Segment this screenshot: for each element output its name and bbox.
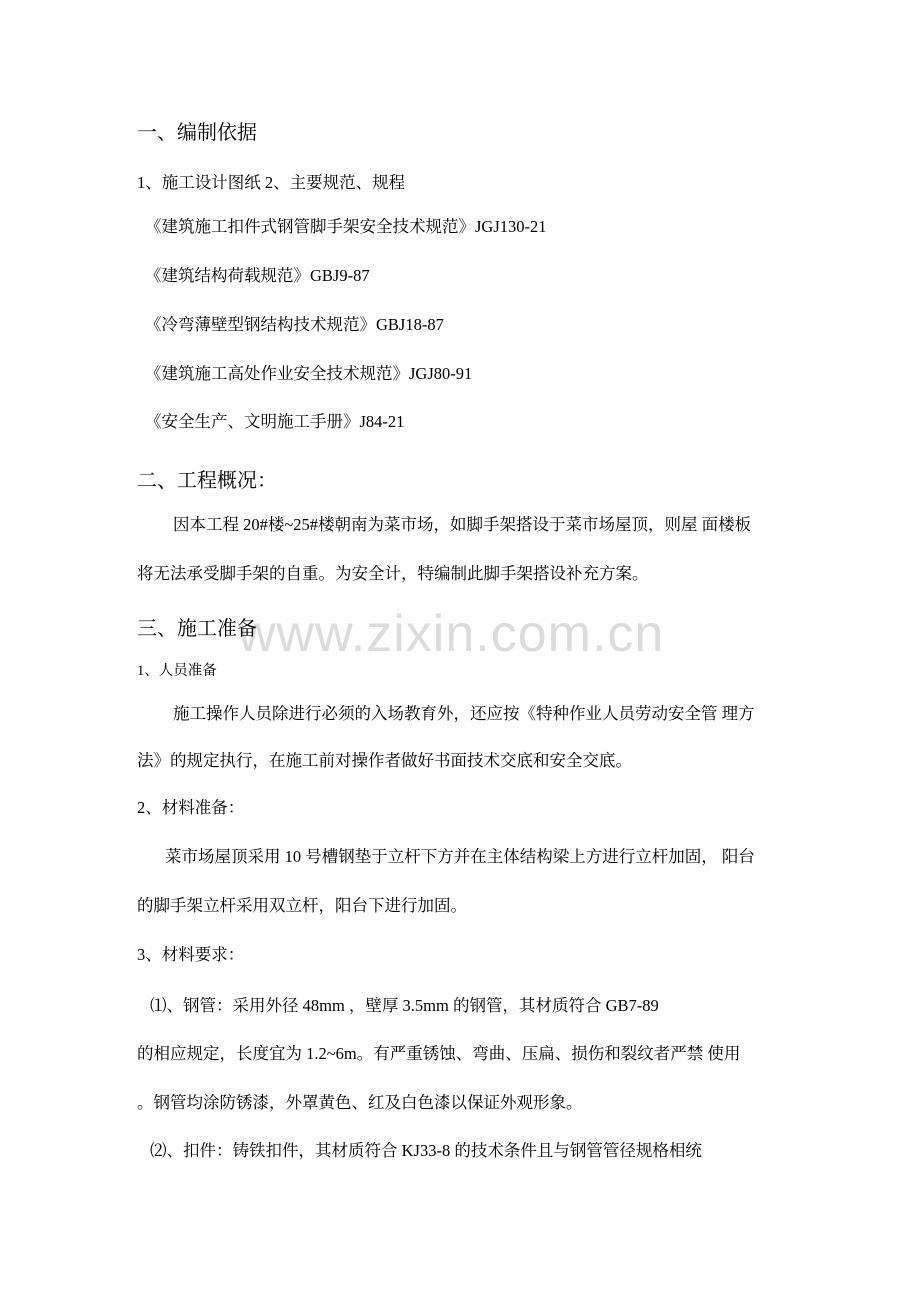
paragraph-line: 因本工程 20#楼~25#楼朝南为菜市场，如脚手架搭设于菜市场屋顶，则屋 面楼板 — [173, 515, 752, 534]
paragraph-line: 菜市场屋顶采用 10 号槽钢垫于立杆下方并在主体结构梁上方进行立杆加固， 阳台 — [165, 847, 755, 866]
section-heading-preparation: 三、施工准备 — [137, 618, 257, 640]
paragraph-line: 施工操作人员除进行必须的入场教育外，还应按《特种作业人员劳动安全管 理方 — [173, 704, 755, 723]
subsection-title-personnel: 1、人员准备 — [137, 663, 217, 679]
standard-item: 《冷弯薄壁型钢结构技术规范》GBJ18-87 — [145, 315, 444, 334]
standard-item: 《建筑施工高处作业安全技术规范》JGJ80-91 — [145, 364, 473, 383]
basis-line: 1、施工设计图纸 2、主要规范、规程 — [137, 173, 406, 192]
standard-item: 《建筑施工扣件式钢管脚手架安全技术规范》JGJ130-21 — [145, 217, 547, 236]
watermark: www.zixin.com.cn — [238, 605, 665, 663]
paragraph-line: 法》的规定执行，在施工前对操作者做好书面技术交底和安全交底。 — [137, 751, 632, 770]
subsection-title-materials-req: 3、材料要求： — [137, 945, 245, 964]
subsection-title-materials-prep: 2、材料准备： — [137, 798, 245, 817]
standard-item: 《建筑结构荷载规范》GBJ9-87 — [145, 266, 370, 285]
list-item-fastener: ⑵、扣件：铸铁扣件，其材质符合 KJ33-8 的技术条件且与钢管管径规格相统 — [150, 1141, 702, 1160]
paragraph-line: 的脚手架立杆采用双立杆，阳台下进行加固。 — [137, 896, 467, 915]
paragraph-line: 将无法承受脚手架的自重。为安全计，特编制此脚手架搭设补充方案。 — [137, 564, 649, 583]
section-heading-basis: 一、编制依据 — [137, 122, 257, 144]
section-heading-overview: 二、工程概况： — [137, 470, 277, 492]
list-item-steel-pipe: ⑴、钢管：采用外径 48mm ，壁厚 3.5mm 的钢管，其材质符合 GB7-89 — [150, 996, 659, 1015]
standard-item: 《安全生产、文明施工手册》J84-21 — [145, 412, 405, 431]
paragraph-line: 的相应规定，长度宜为 1.2~6m。有严重锈蚀、弯曲、压扁、损伤和裂纹者严禁 使用 — [137, 1044, 741, 1063]
paragraph-line: 。钢管均涂防锈漆，外罩黄色、红及白色漆以保证外观形象。 — [137, 1093, 583, 1112]
